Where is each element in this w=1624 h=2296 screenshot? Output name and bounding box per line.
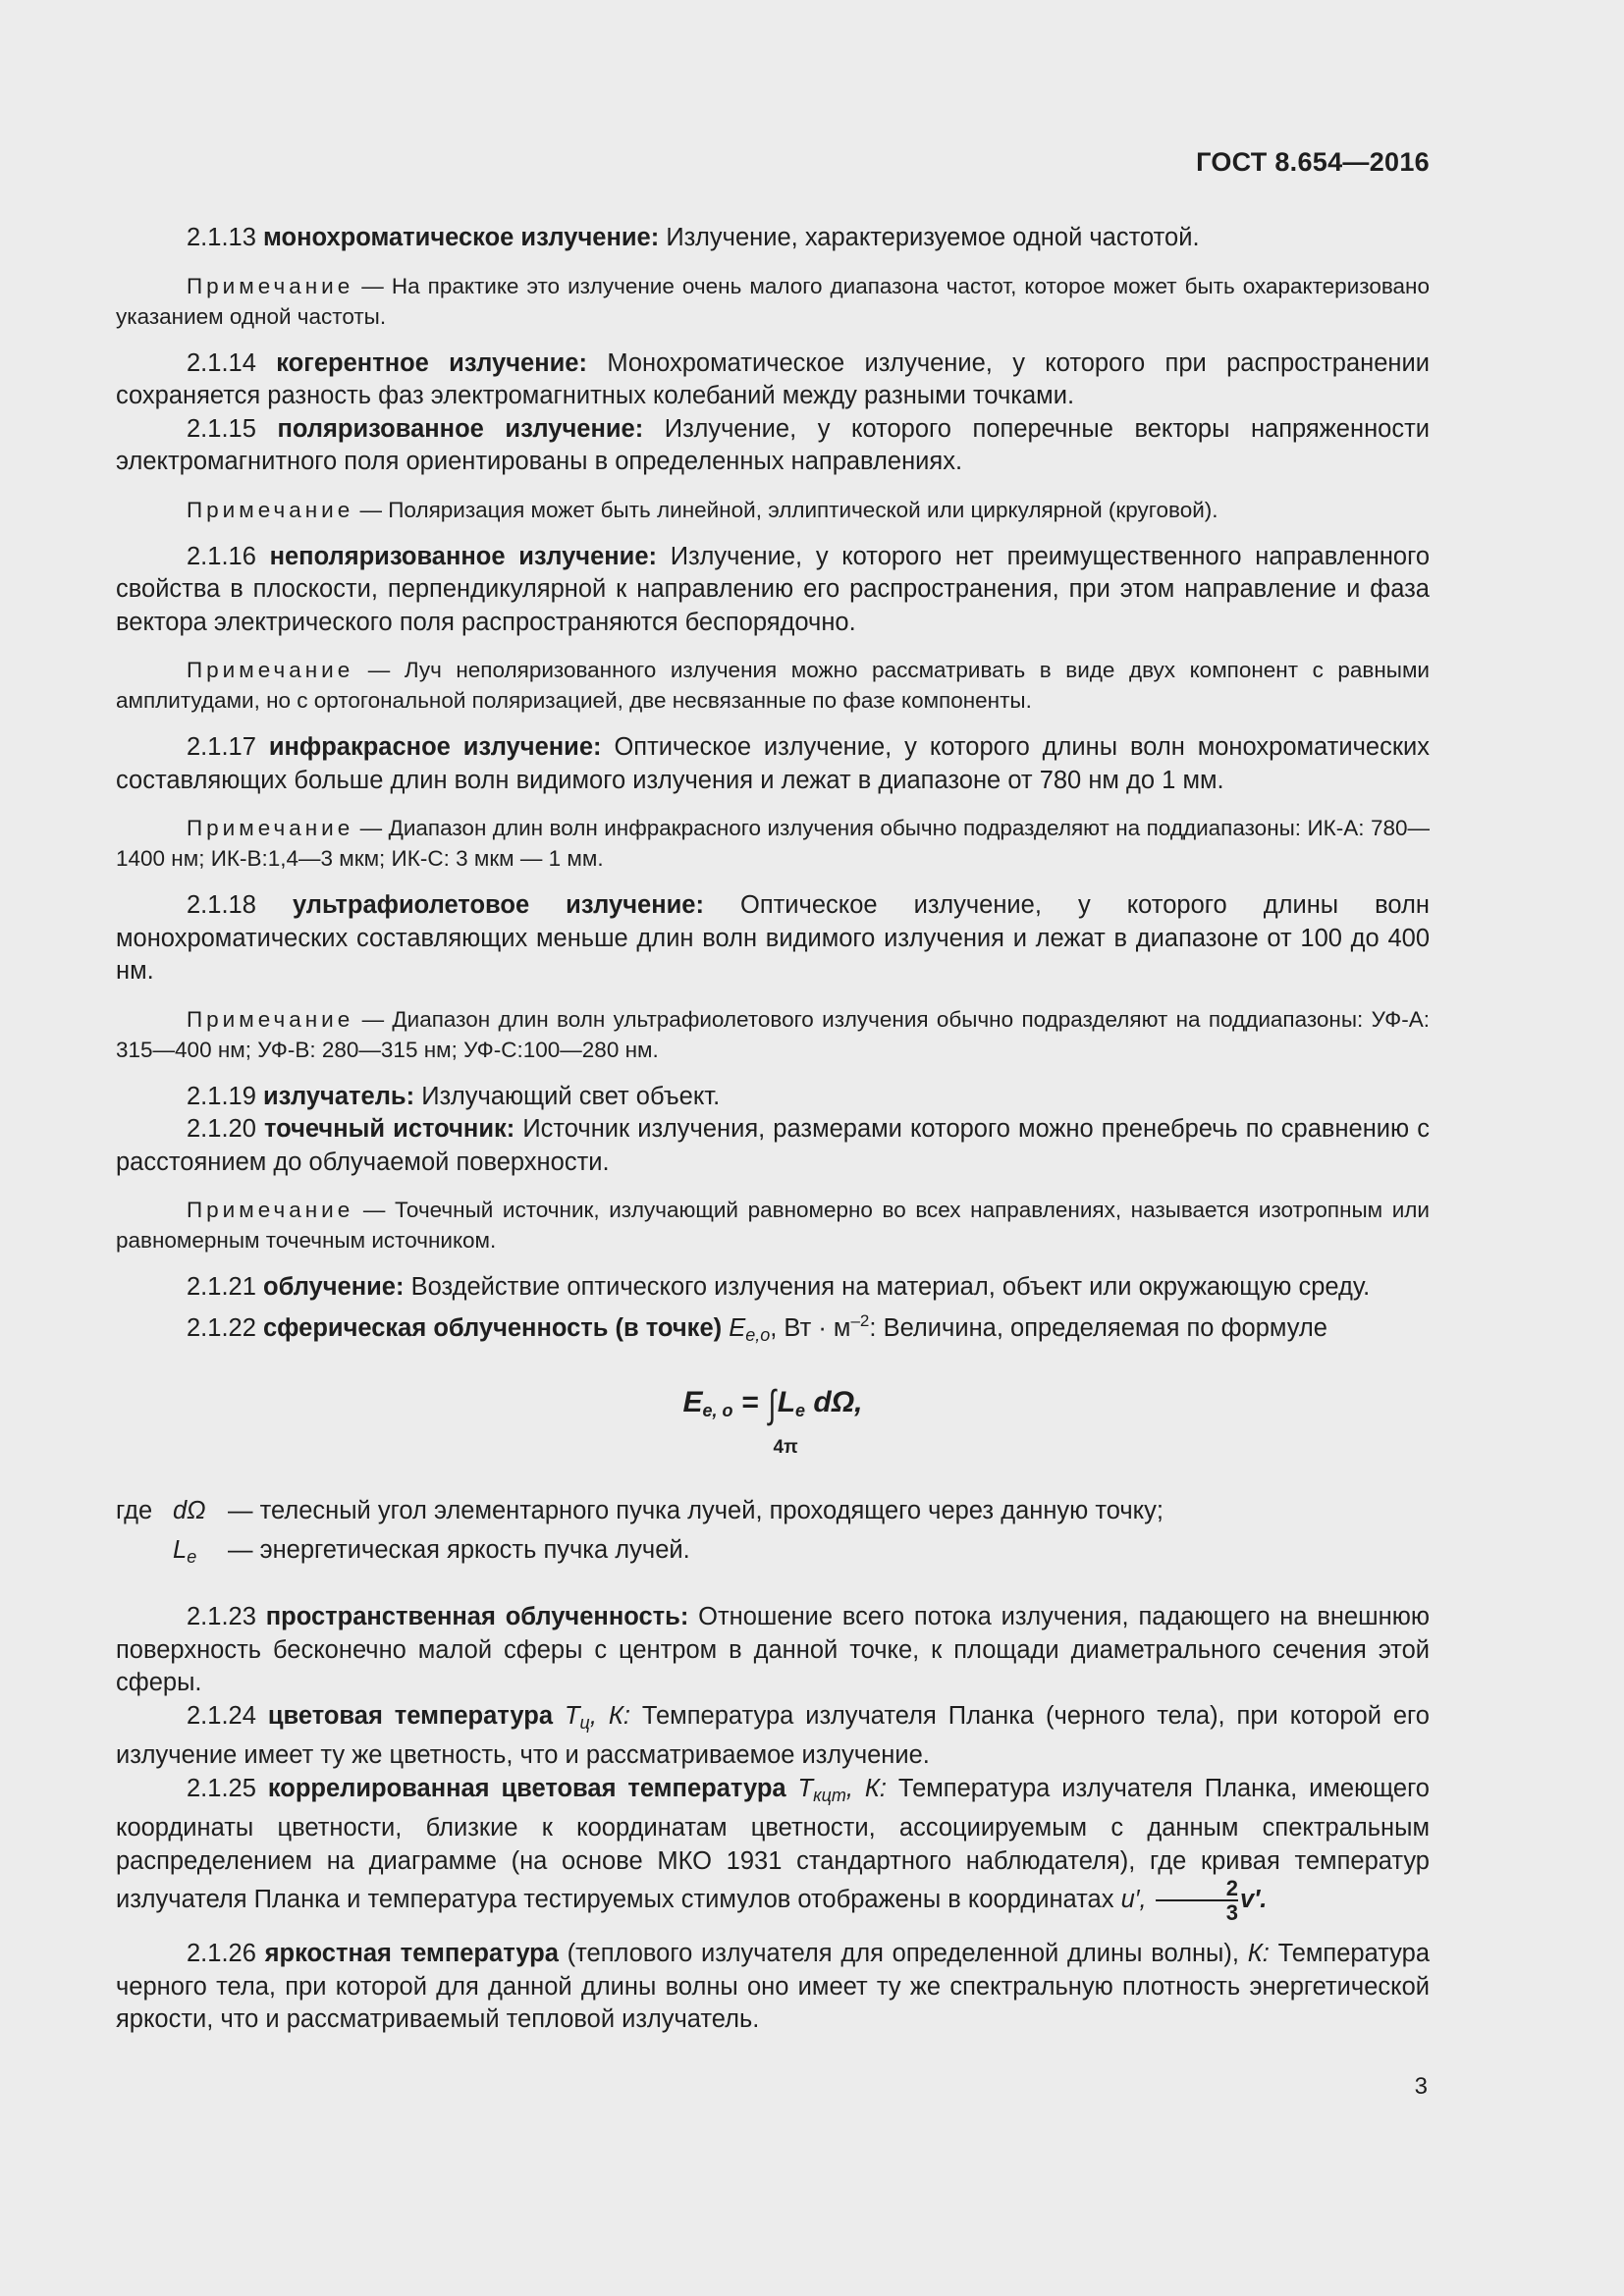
term-2-1-26: 2.1.26 яркостная температура (теплового излучателя для определенной длины волны), К: Температура черного тела, при которой для данной длины волны оно имеет ту же спектральную плотность энергетической яркости, что и рассматриваемый тепловой излучатель. bbox=[116, 1940, 1431, 2033]
definition-row: где dΩ — телесный угол элементарного пучка лучей, проходящего через данную точку; bbox=[116, 1497, 1164, 1524]
formula-spherical-irradiance: $E_{e, o} = \int L_e$ dΩ, 4π bbox=[116, 1377, 1430, 1466]
note-label: Примечание bbox=[187, 658, 354, 682]
symbol: E bbox=[729, 1313, 746, 1342]
term-title: пространственная облученность: bbox=[265, 1603, 689, 1630]
integral-limit: 4π bbox=[773, 1437, 798, 1458]
note-label: Примечание bbox=[187, 816, 354, 840]
term-title: яркостная температура bbox=[264, 1940, 559, 1967]
term-2-1-23: 2.1.23 пространственная облученность: Отношение всего потока излучения, падающего на внешнюю поверхность бесконечно малой сферы с центром в данной точке, к площади диаметрального сечения этой сферы. bbox=[116, 1603, 1430, 1696]
note-2-1-18: Примечание — Диапазон длин волн ультрафиолетового излучения обычно подразделяют на поддиапазоны: УФ-А: 315—400 нм; УФ-В: 280—315 нм; УФ-С:100—280 нм. bbox=[116, 1006, 1430, 1062]
term-title: инфракрасное излучение: bbox=[268, 733, 602, 761]
term-title: монохроматическое излучение: bbox=[263, 224, 660, 251]
term-2-1-15: 2.1.15 поляризованное излучение: Излучение, у которого поперечные векторы напряженности электромагнитного поля ориентированы в определенных направлениях. bbox=[116, 414, 1431, 475]
term-2-1-24: 2.1.24 цветовая температура $T_ц$, К: Температура излучателя Планка (черного тела), при которой его излучение имеет ту же цветность, что и рассматриваемое излучение. bbox=[116, 1701, 1430, 1769]
fraction: $\frac{2}{3}$ bbox=[1156, 1878, 1238, 1924]
term-title: поляризованное излучение: bbox=[277, 414, 644, 443]
term-title: цветовая температура bbox=[267, 1701, 554, 1730]
term-title: сферическая облученность (в точке) bbox=[263, 1313, 723, 1342]
note-label: Примечание bbox=[187, 273, 354, 298]
term-2-1-20: 2.1.20 точечный источник: Источник излучения, размерами которого можно пренебречь по сравнению с расстоянием до облучаемой поверхности. bbox=[116, 1115, 1430, 1176]
term-title: облучение: bbox=[263, 1273, 405, 1301]
standard-header: ГОСТ 8.654—2016 bbox=[1196, 147, 1430, 177]
page-number: 3 bbox=[1414, 2073, 1428, 2100]
note-2-1-20: Примечание — Точечный источник, излучающий равномерно во всех направлениях, называется изотропным или равномерным точечным источником. bbox=[116, 1198, 1430, 1253]
formula-definitions bbox=[116, 1495, 1430, 1574]
term-title: излучатель: bbox=[263, 1082, 415, 1110]
term-2-1-19: 2.1.19 излучатель: Излучающий свет объект. bbox=[187, 1082, 721, 1110]
term-title: когерентное излучение: bbox=[276, 348, 587, 377]
term-2-1-13: 2.1.13 монохроматическое излучение: Излучение, характеризуемое одной частотой. bbox=[187, 224, 1200, 251]
note-2-1-15: Примечание — Поляризация может быть линейной, эллиптической или циркулярной (круговой). bbox=[187, 497, 1218, 522]
note-2-1-13: Примечание — На практике это излучение очень малого диапазона частот, которое может быть охарактеризовано указанием одной частоты. bbox=[116, 273, 1430, 329]
integral-sign: ∫ bbox=[768, 1383, 777, 1426]
term-2-1-25: 2.1.25 коррелированная цветовая температура $T_{кцт}$, К: Температура излучателя Планка, имеющего координаты цветности, близкие к координатам цветности, ассоциируемым с данным спектральным распределением на диаграмме (на основе МКО 1931 стандартного наблюдателя), где кривая температур излучателя Планка и температура тестируемых стимулов отображены в координатах u′, $\frac{2}{3}$ v′. bbox=[116, 1774, 1430, 1925]
term-2-1-21: 2.1.21 облучение: Воздействие оптического излучения на материал, объект или окружающую среду. bbox=[187, 1273, 1371, 1301]
term-title: неполяризованное излучение: bbox=[269, 542, 658, 570]
term-2-1-22: 2.1.22 сферическая облученность (в точке) $E_{e,o}$, Вт · $м^{-2}$: Величина, определяемая по формуле bbox=[187, 1310, 1327, 1345]
note-2-1-16: Примечание — Луч неполяризованного излучения можно рассматривать в виде двух компонент с равными амплитудами, но с ортогональной поляризацией, две несвязанные по фазе компоненты. bbox=[116, 658, 1430, 713]
note-2-1-17: Примечание — Диапазон длин волн инфракрасного излучения обычно подразделяют на поддиапазоны: ИК-А: 780—1400 нм; ИК-В:1,4—3 мкм; ИК-С: 3 мкм — 1 мм. bbox=[116, 816, 1430, 871]
term-title: коррелированная цветовая температура bbox=[267, 1774, 786, 1802]
note-label: Примечание bbox=[187, 1006, 354, 1032]
term-title: точечный источник: bbox=[263, 1115, 515, 1143]
definition-row: $L_e$ — энергетическая яркость пучка лучей. bbox=[173, 1535, 690, 1567]
term-2-1-16: 2.1.16 неполяризованное излучение: Излучение, у которого нет преимущественного направленного свойства в плоскости, перпендикулярной к направлению его распространения, при этом направление и фаза вектора электрического поля распространяются беспорядочно. bbox=[116, 542, 1431, 636]
term-2-1-14: 2.1.14 когерентное излучение: Монохроматическое излучение, у которого при распространении сохраняется разность фаз электромагнитных колебаний между разными точками. bbox=[116, 348, 1430, 409]
document-body bbox=[116, 222, 1430, 2037]
note-label: Примечание bbox=[187, 497, 354, 522]
term-2-1-17: 2.1.17 инфракрасное излучение: Оптическое излучение, у которого длины волн монохроматических составляющих больше длин волн видимого излучения и лежат в диапазоне от 780 нм до 1 мм. bbox=[116, 733, 1430, 794]
term-2-1-18: 2.1.18 ультрафиолетовое излучение: Оптическое излучение, у которого длины волн монохроматических составляющих меньше длин волн видимого излучения и лежат в диапазоне от 100 до 400 нм. bbox=[116, 891, 1430, 985]
term-title: ультрафиолетовое излучение: bbox=[292, 891, 704, 919]
note-label: Примечание bbox=[187, 1198, 354, 1222]
